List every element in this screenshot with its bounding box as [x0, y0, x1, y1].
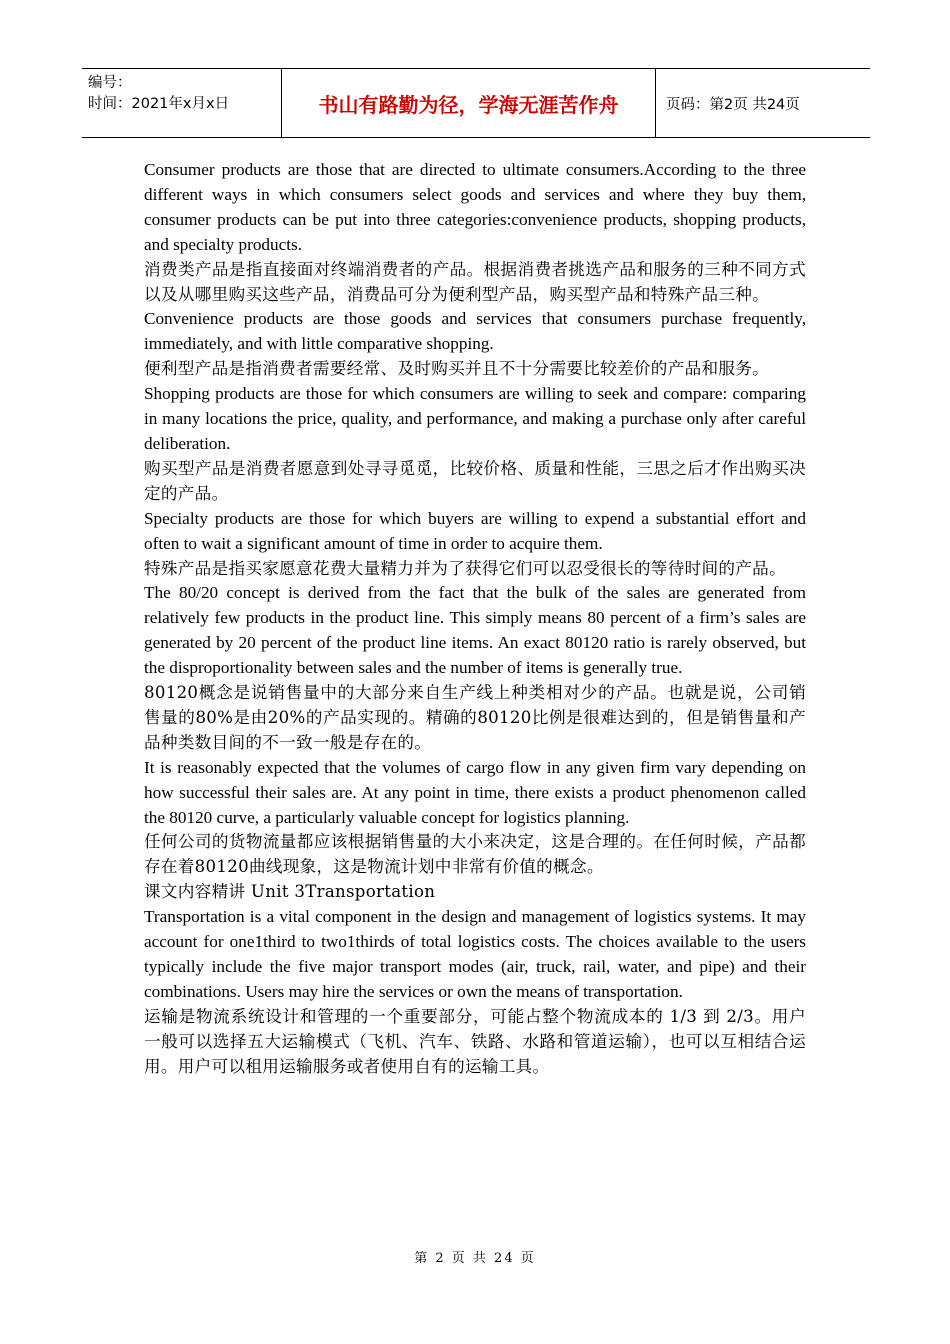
- document-number-label: 编号：: [88, 75, 132, 91]
- document-body: [144, 158, 806, 1080]
- header-page-info: 页码：第2页 共24页: [666, 96, 800, 113]
- paragraph-zh: 80120概念是说销售量中的大部分来自生产线上种类相对少的产品。也就是说，公司销售量的80%是由20%的产品实现的。精确的80120比例是很难达到的，但是销售量和产品种类数目间的不一致一般是存在的。: [144, 683, 806, 752]
- page-header: [82, 68, 870, 138]
- header-meta: [82, 69, 282, 137]
- paragraph-en: Consumer products are those that are directed to ultimate consumers.According to the three different ways in which consumers select goods and services and where they buy them, consumer products can be put into three categories:convenience products, shopping products, and specialty products.: [144, 160, 806, 254]
- paragraph-zh: 便利型产品是指消费者需要经常、及时购买并且不十分需要比较差价的产品和服务。: [144, 359, 770, 379]
- paragraph-en: Convenience products are those goods and services that consumers purchase frequently, immediately, and with little comparative shopping.: [144, 309, 806, 354]
- header-motto: 书山有路勤为径，学海无涯苦作舟: [282, 69, 656, 137]
- paragraph-en: Specialty products are those for which buyers are willing to expend a substantial effort and often to wait a significant amount of time in order to acquire them.: [144, 508, 806, 553]
- paragraph-zh: 特殊产品是指买家愿意花费大量精力并为了获得它们可以忍受很长的等待时间的产品。: [144, 558, 786, 578]
- page-footer: 第 2 页 共 24 页: [414, 1251, 536, 1266]
- paragraph-zh: 消费类产品是指直接面对终端消费者的产品。根据消费者挑选产品和服务的三种不同方式以及从哪里购买这些产品，消费品可分为便利型产品，购买型产品和特殊产品三种。: [144, 259, 806, 304]
- document-date-label: 时间：2021年x月x日: [88, 96, 230, 112]
- paragraph-zh: 购买型产品是消费者愿意到处寻寻觅觅，比较价格、质量和性能，三思之后才作出购买决定的产品。: [144, 458, 806, 503]
- section-heading: 课文内容精讲 Unit 3Transportation: [144, 882, 436, 902]
- paragraph-en: Transportation is a vital component in the design and management of logistics systems. It may account for one1third to two1thirds of total logistics costs. The choices available to the users typically include the five major transport modes (air, truck, rail, water, and pipe) and their combinations. Users may hire the services or own the means of transportation.: [144, 907, 806, 1001]
- paragraph-en: The 80/20 concept is derived from the fact that the bulk of the sales are generated from relatively few products in the product line. This simply means 80 percent of a firm’s sales are generated by 20 percent of the product line items. An exact 80120 ratio is rarely observed, but the disproportionality between sales and the number of items is generally true.: [144, 583, 806, 678]
- paragraph-en: Shopping products are those for which consumers are willing to seek and compare: comparing in many locations the price, quality, and performance, and making a purchase only after careful deliberation.: [144, 384, 806, 453]
- paragraph-zh: 任何公司的货物流量都应该根据销售量的大小来决定，这是合理的。在任何时候，产品都存在着80120曲线现象，这是物流计划中非常有价值的概念。: [144, 832, 806, 877]
- paragraph-en: It is reasonably expected that the volumes of cargo flow in any given firm vary depending on how successful their sales are. At any point in time, there exists a product phenomenon called the 80120 curve, a particularly valuable concept for logistics planning.: [144, 757, 806, 827]
- paragraph-zh: 运输是物流系统设计和管理的一个重要部分，可能占整个物流成本的 1/3 到 2/3。用户一般可以选择五大运输模式（飞机、汽车、铁路、水路和管道运输），也可以互相结合运用。用户可以租用运输服务或者使用自有的运输工具。: [144, 1006, 806, 1076]
